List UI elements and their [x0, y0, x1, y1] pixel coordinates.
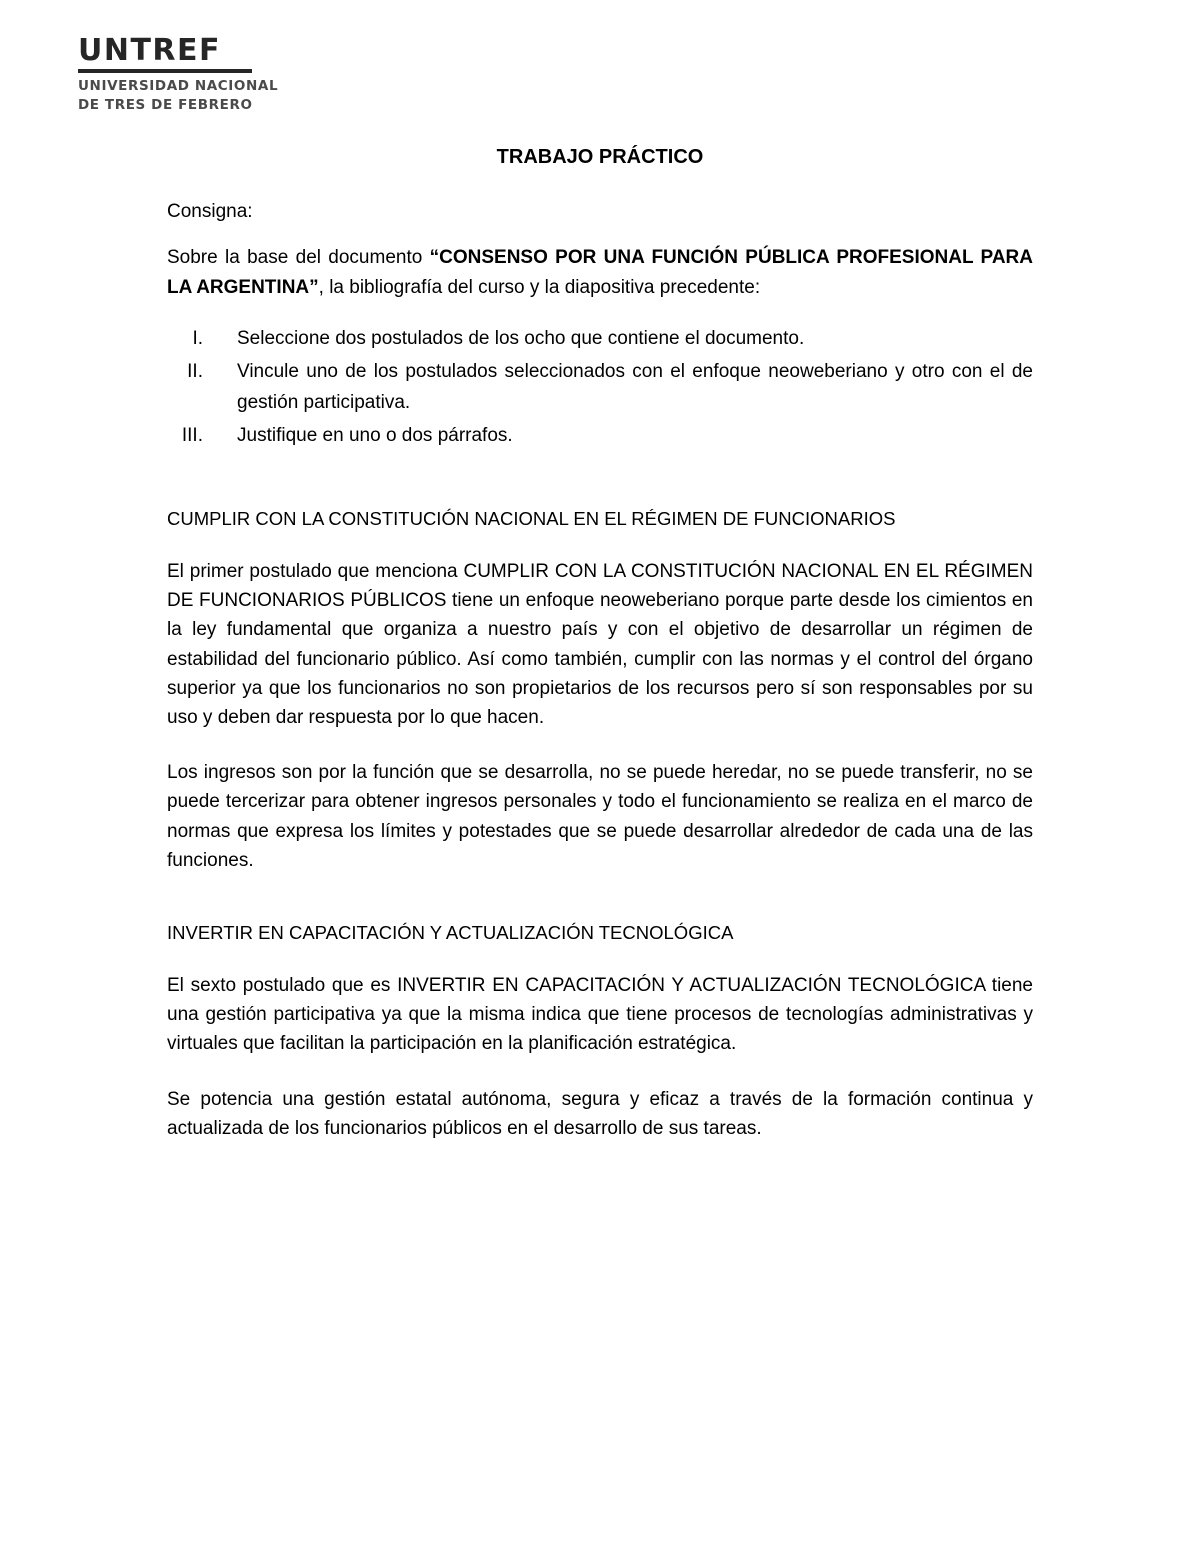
logo-wordmark: UNTREF [78, 33, 222, 68]
consigna-label: Consigna: [167, 201, 253, 222]
intro-prefix: Sobre la base del documento [167, 247, 430, 268]
list-item-number: II. [187, 361, 203, 382]
section-heading-constitution: CUMPLIR CON LA CONSTITUCIÓN NACIONAL EN EL RÉGIMEN DE FUNCIONARIOS [167, 508, 896, 529]
instructions-list [167, 323, 1033, 451]
section2-paragraph-1: El sexto postulado que es INVERTIR EN CAPACITACIÓN Y ACTUALIZACIÓN TECNOLÓGICA tiene una gestión participativa ya que la misma indica que tiene procesos de tecnologías administrativas y virtuales que facilitan la participación en la planificación estratégica. [167, 975, 1033, 1055]
list-item [167, 356, 1033, 418]
intro-suffix: , la bibliografía del curso y la diapositiva precedente: [318, 277, 761, 298]
intro-document-name: “CONSENSO POR UNA FUNCIÓN PÚBLICA PROFESIONAL PARA LA ARGENTINA” [167, 247, 1033, 298]
logo-rule [78, 69, 252, 73]
section-heading-capacitacion: INVERTIR EN CAPACITACIÓN Y ACTUALIZACIÓN TECNOLÓGICA [167, 922, 734, 944]
university-logo [78, 33, 279, 115]
document-title: TRABAJO PRÁCTICO [496, 146, 704, 168]
logo-line-2: DE TRES DE FEBRERO [78, 97, 253, 113]
section1-paragraph-1: El primer postulado que menciona CUMPLIR CON LA CONSTITUCIÓN NACIONAL EN EL RÉGIMEN DE FUNCIONARIOS PÚBLICOS tiene un enfoque neoweberiano porque parte desde los cimientos en la ley fundamental que organiza a nuestro país y con el objetivo de desarrollar un régimen de estabilidad del funcionario público. Así como también, cumplir con las normas y el control del órgano superior ya que los funcionarios no son propietarios de los recursos pero sí son responsables por su uso y deben dar respuesta por lo que hacen. [167, 561, 1033, 729]
list-item-text: Justifique en uno o dos párrafos. [237, 425, 513, 446]
list-item-number: I. [192, 328, 203, 349]
list-item [167, 323, 1033, 354]
intro-paragraph [167, 243, 1033, 303]
list-item [167, 420, 1033, 451]
logo-line-1: UNIVERSIDAD NACIONAL [78, 78, 279, 94]
section1-paragraph-2: Los ingresos son por la función que se desarrolla, no se puede heredar, no se puede transferir, no se puede tercerizar para obtener ingresos personales y todo el funcionamiento se realiza en el marco de normas que expresa los límites y potestades que se puede desarrollar alrededor de cada una de las funciones. [167, 762, 1033, 871]
list-item-text: Vincule uno de los postulados seleccionados con el enfoque neoweberiano y otro con el de gestión participativa. [237, 361, 1033, 413]
document-body [167, 143, 1033, 1143]
list-item-number: III. [181, 425, 203, 446]
list-item-text: Seleccione dos postulados de los ocho que contiene el documento. [237, 328, 805, 349]
section2-paragraph-2: Se potencia una gestión estatal autónoma, segura y eficaz a través de la formación continua y actualizada de los funcionarios públicos en el desarrollo de sus tareas. [167, 1088, 1033, 1139]
